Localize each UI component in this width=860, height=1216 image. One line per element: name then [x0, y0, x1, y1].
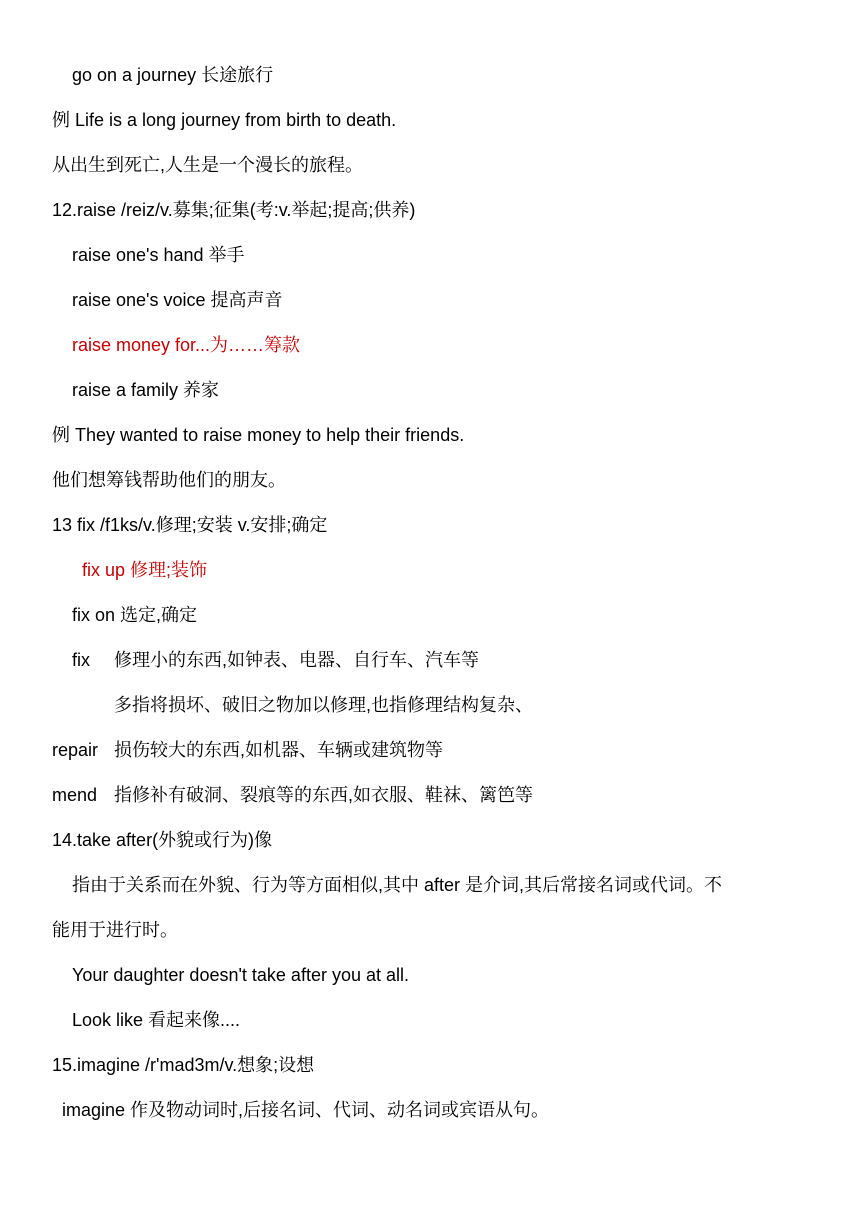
comparison-fix [72, 645, 820, 675]
phrase-raise-hand: raise one's hand 举手 [72, 245, 245, 265]
phrase-look-like: Look like 看起来像.... [72, 1010, 241, 1030]
comparison-term-repair: repair [52, 740, 99, 760]
comparison-term-fix: fix [72, 650, 90, 670]
comparison-text-repair-lead: 多指将损坏、破旧之物加以修理,也指修理结构复杂、 [114, 695, 533, 715]
phrase-raise-money-highlighted: raise money for...为……筹款 [72, 335, 301, 355]
comparison-text-mend: 指修补有破洞、裂痕等的东西,如衣服、鞋袜、篱笆等 [114, 785, 533, 805]
comparison-term-mend: mend [52, 785, 98, 805]
phrase-raise-family: raise a family 养家 [72, 380, 220, 400]
example-translation-journey: 从出生到死亡,人生是一个漫长的旅程。 [52, 155, 363, 175]
entry-heading-fix: 13 fix /f1ks/v.修理;安装 v.安排;确定 [52, 515, 328, 535]
entry-heading-imagine: 15.imagine /r'mad3m/v.想象;设想 [52, 1055, 315, 1075]
example-sentence-take-after: Your daughter doesn't take after you at all. [72, 965, 409, 985]
take-after-explanation-cont: 能用于进行时。 [52, 920, 178, 940]
imagine-usage-note: imagine 作及物动词时,后接名词、代词、动名词或宾语从句。 [62, 1100, 550, 1120]
comparison-text-repair: 损伤较大的东西,如机器、车辆或建筑物等 [114, 740, 443, 760]
phrase-raise-voice: raise one's voice 提高声音 [72, 290, 283, 310]
phrase-fix-up-highlighted: fix up 修理;装饰 [82, 560, 208, 580]
example-translation-raise: 他们想筹钱帮助他们的朋友。 [52, 470, 286, 490]
comparison-text-fix: 修理小的东西,如钟表、电器、自行车、汽车等 [114, 650, 479, 670]
comparison-mend [52, 780, 820, 810]
phrase-fix-on: fix on 选定,确定 [72, 605, 198, 625]
entry-heading-take-after: 14.take after(外貌或行为)像 [52, 830, 273, 850]
comparison-repair [52, 735, 820, 765]
take-after-explanation: 指由于关系而在外貌、行为等方面相似,其中 after 是介词,其后常接名词或代词。不 [72, 875, 723, 895]
example-sentence-journey: 例 Life is a long journey from birth to death. [52, 110, 397, 130]
entry-heading-raise: 12.raise /reiz/v.募集;征集(考:v.举起;提高;供养) [52, 200, 416, 220]
phrase-go-on-a-journey: go on a journey 长途旅行 [72, 65, 274, 85]
example-sentence-raise: 例 They wanted to raise money to help their friends. [52, 425, 465, 445]
